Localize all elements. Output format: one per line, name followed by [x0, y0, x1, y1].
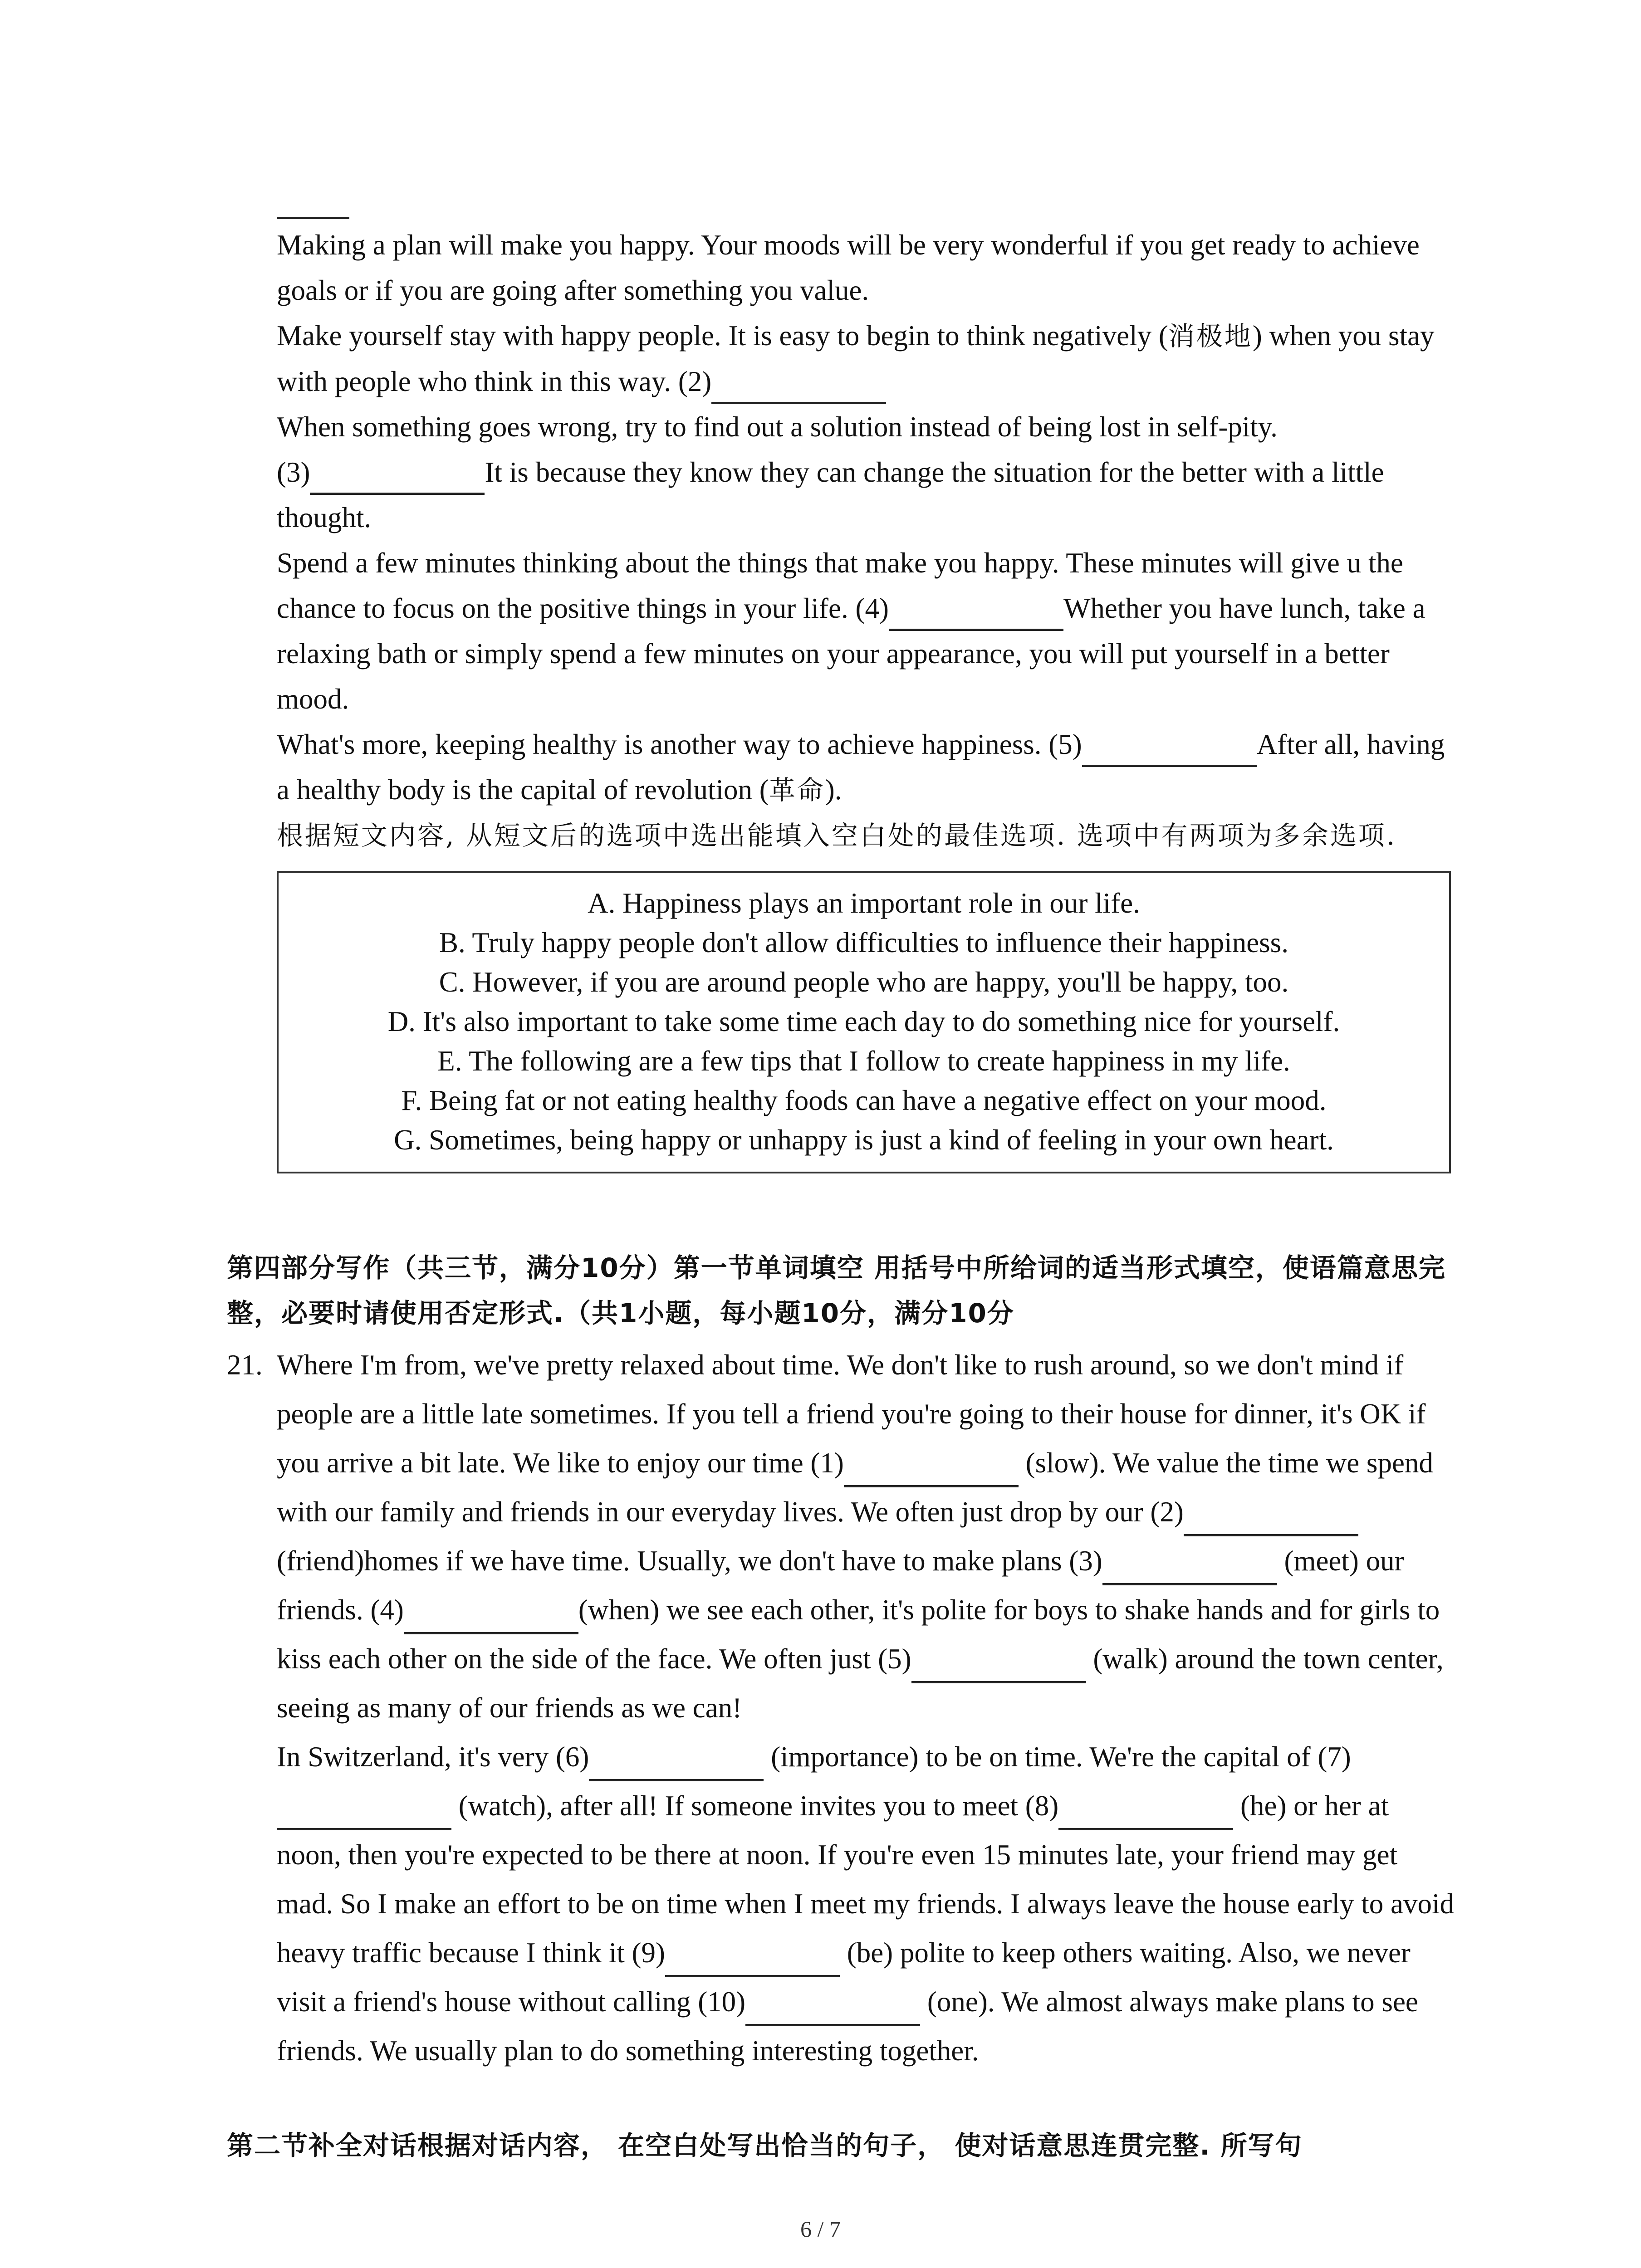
page-number: 6 / 7 [800, 2216, 841, 2242]
option-f: F. Being fat or not eating healthy foods can have a negative effect on your mood. [401, 1085, 1327, 1116]
paragraph-blank-3: (3) It is because they know they can change the situation for the better with a little thought. [277, 456, 1384, 533]
fill-blank-4[interactable] [404, 1600, 578, 1634]
option-b: B. Truly happy people don't allow difficulties to influence their happiness. [439, 927, 1288, 958]
answer-blank-2[interactable] [711, 370, 886, 404]
part4-section2-heading: 第二节补全对话根据对话内容， 在空白处写出恰当的句子， 使对话意思连贯完整. 所写句 [227, 2130, 1303, 2161]
paragraph-happy-people: Make yourself stay with happy people. It is easy to begin to think negatively (消极地) when you stay with people who think in this way. (2) [277, 313, 1452, 404]
answer-blank-5[interactable] [1082, 733, 1257, 767]
paragraph-minutes: Spend a few minutes thinking about the things that make you happy. These minutes will give u the chance to focus on the positive things in your life. (4) Whether you have lunch, take a relaxing bath or simply spend a few minutes on your appearance, you will put yourself in a better mood. [277, 547, 1425, 715]
fill-blank-8[interactable] [1058, 1796, 1233, 1830]
paragraph-healthy: What's more, keeping healthy is another way to achieve happiness. (5) After all, having a healthy body is the capital of revolution (革命). [277, 728, 1445, 806]
answer-blank-3[interactable] [310, 461, 485, 495]
option-c: C. However, if you are around people who are happy, you'll be happy, too. [439, 966, 1289, 998]
reading-passage [277, 222, 1452, 1187]
instruction-text: 根据短文内容, 从短文后的选项中选出能填入空白处的最佳选项. 选项中有两项为多余选项. [277, 820, 1397, 851]
fill-blank-9[interactable] [665, 1943, 840, 1977]
paragraph-plan: Making a plan will make you happy. Your moods will be very wonderful if you get ready to achieve goals or if you are going after something you value. [277, 229, 1420, 306]
answer-blank-4[interactable] [889, 597, 1063, 631]
part4-heading: 第四部分写作（共三节，满分10分）第一节单词填空 用括号中所给词的适当形式填空，使语篇意思完整，必要时请使用否定形式.（共1小题，每小题10分，满分10分 [227, 1252, 1446, 1329]
fill-blank-3[interactable] [1102, 1551, 1277, 1585]
option-a: A. Happiness plays an important role in our life. [588, 887, 1140, 919]
paragraph-solution: When something goes wrong, try to find out a solution instead of being lost in self-pity. [277, 411, 1278, 443]
fill-blank-10[interactable] [745, 1992, 920, 2026]
question-21-text: Where I'm from, we've pretty relaxed about time. We don't like to rush around, so we don't mind if people are a little late sometimes. If you tell a friend you're going to their house for dinner, it's OK if you arrive a bit late. We like to enjoy our time (1) (slow). We value the time we spend with our family and friends in our everyday lives. We often just drop by our (2) (friend)homes if we have time. Usually, we don't have to make plans (3) (meet) our friends. (4) (when) we see each other, it's polite for boys to shake hands and for girls to kiss each other on the side of the face. We often just (5) (walk) around the town center, seeing as many of our friends as we can! In Switzerland, it's very (6) (importance) to be on time. We're the capital of (7) (watch), after all! If someone invites you to meet (8) (he) or her at noon, then you're expected to be there at noon. If you're even 15 minutes late, your friend may get mad. So I make an effort to be on time when I meet my friends. I always leave the house early to avoid heavy traffic because I think it (9) (be) polite to keep others waiting. Also, we never visit a friend's house without calling (10) (one). We almost always make plans to see friends. We usually plan to do something interesting together. [277, 1349, 1455, 2067]
options-box [277, 871, 1451, 1173]
option-d: D. It's also important to take some time each day to do something nice for yourself. [387, 1006, 1340, 1037]
fill-blank-1[interactable] [844, 1453, 1019, 1487]
option-e: E. The following are a few tips that I follow to create happiness in my life. [437, 1045, 1290, 1077]
fill-blank-7[interactable] [277, 1796, 451, 1830]
fill-blank-6[interactable] [589, 1747, 764, 1781]
fill-blank-5[interactable] [911, 1649, 1086, 1683]
answer-blank-1[interactable] [277, 217, 349, 219]
option-g: G. Sometimes, being happy or unhappy is just a kind of feeling in your own heart. [394, 1124, 1334, 1156]
fill-blank-2[interactable] [1184, 1502, 1358, 1536]
question-number: 21. [227, 1349, 263, 1381]
